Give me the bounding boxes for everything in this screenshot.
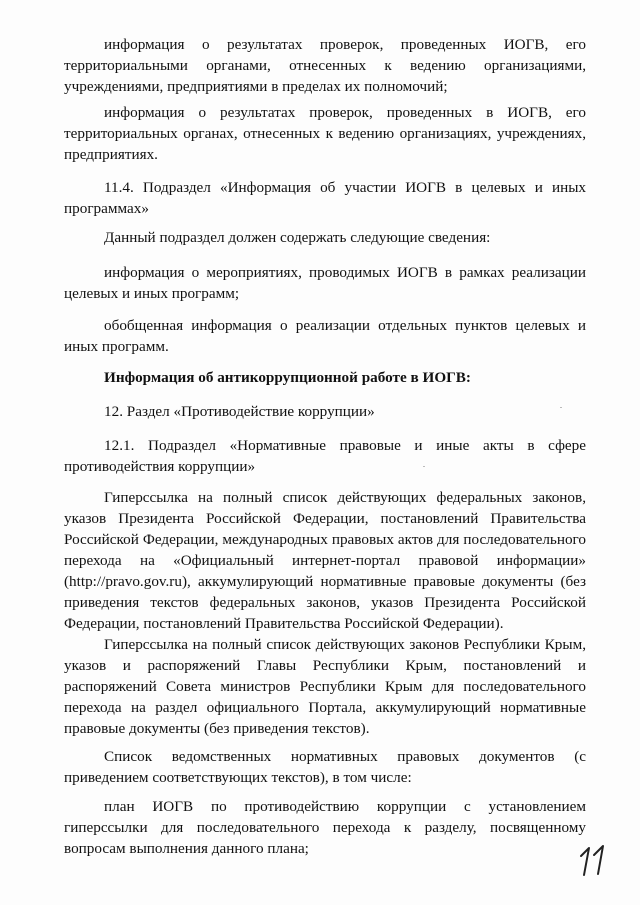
paragraph-subsection-contents-intro: Данный подраздел должен содержать следующие сведения: [104,229,491,246]
paragraph-federal-laws-hyperlink: Гиперссылка на полный список действующих федеральных законов, указов Президента Российской Федерации, постановлений Правительства Российской Федерации, международных правовых актов для последовательного перехода на «Официальный интернет-портал правовой информации» (http://pravo.gov.ru), аккумулирующий нормативные правовые документы (без приведения текстов федеральных законов, указов Президента Российской Федерации, постановлений Правительства Российской Федерации). [64,489,586,632]
paragraph-anticorruption-plan: план ИОГВ по противодействию коррупции с установлением гиперссылки для последовательного перехода к разделу, посвященному вопросам выполнения данного плана; [64,798,586,857]
paragraph-inspection-results-by-organizations: информация о результатах проверок, проведенных ИОГВ, его территориальными органами, отнесенных к ведению организациями, учреждениями, предприятиями в пределах их полномочий; [64,36,586,95]
paragraph-inspection-results-in-iogv: информация о результатах проверок, проведенных в ИОГВ, его территориальных органах, отнесенных к ведению организациях, учреждениях, предприятиях. [64,104,586,163]
paragraph-crimea-laws-hyperlink: Гиперссылка на полный список действующих законов Республики Крым, указов и распоряжений Главы Республики Крым, постановлений и распоряжений Совета министров Республики Крым для последовательного перехода на раздел официального Портала, аккумулирующий нормативные правовые документы (без приведения текстов). [64,636,586,737]
paragraph-departmental-documents-list: Список ведомственных нормативных правовых документов (с приведением соответствующих текстов), в том числе: [64,748,586,786]
scan-speck [560,407,562,408]
section-12-title: 12. Раздел «Противодействие коррупции» [104,403,375,420]
subsection-12-1-title: 12.1. Подраздел «Нормативные правовые и иные акты в сфере противодействия коррупции» [64,437,586,475]
subsection-11-4-title: 11.4. Подраздел «Информация об участии ИОГВ в целевых и иных программах» [64,179,586,217]
paragraph-events-in-programs: информация о мероприятиях, проводимых ИОГВ в рамках реализации целевых и иных программ; [64,264,586,302]
handwritten-page-number [578,842,612,878]
handwritten-page-number-glyph [578,842,612,878]
scan-speck [423,466,425,467]
paragraph-program-implementation-summary: обобщенная информация о реализации отдельных пунктов целевых и иных программ. [64,317,586,355]
anticorruption-heading: Информация об антикоррупционной работе в ИОГВ: [104,369,471,386]
